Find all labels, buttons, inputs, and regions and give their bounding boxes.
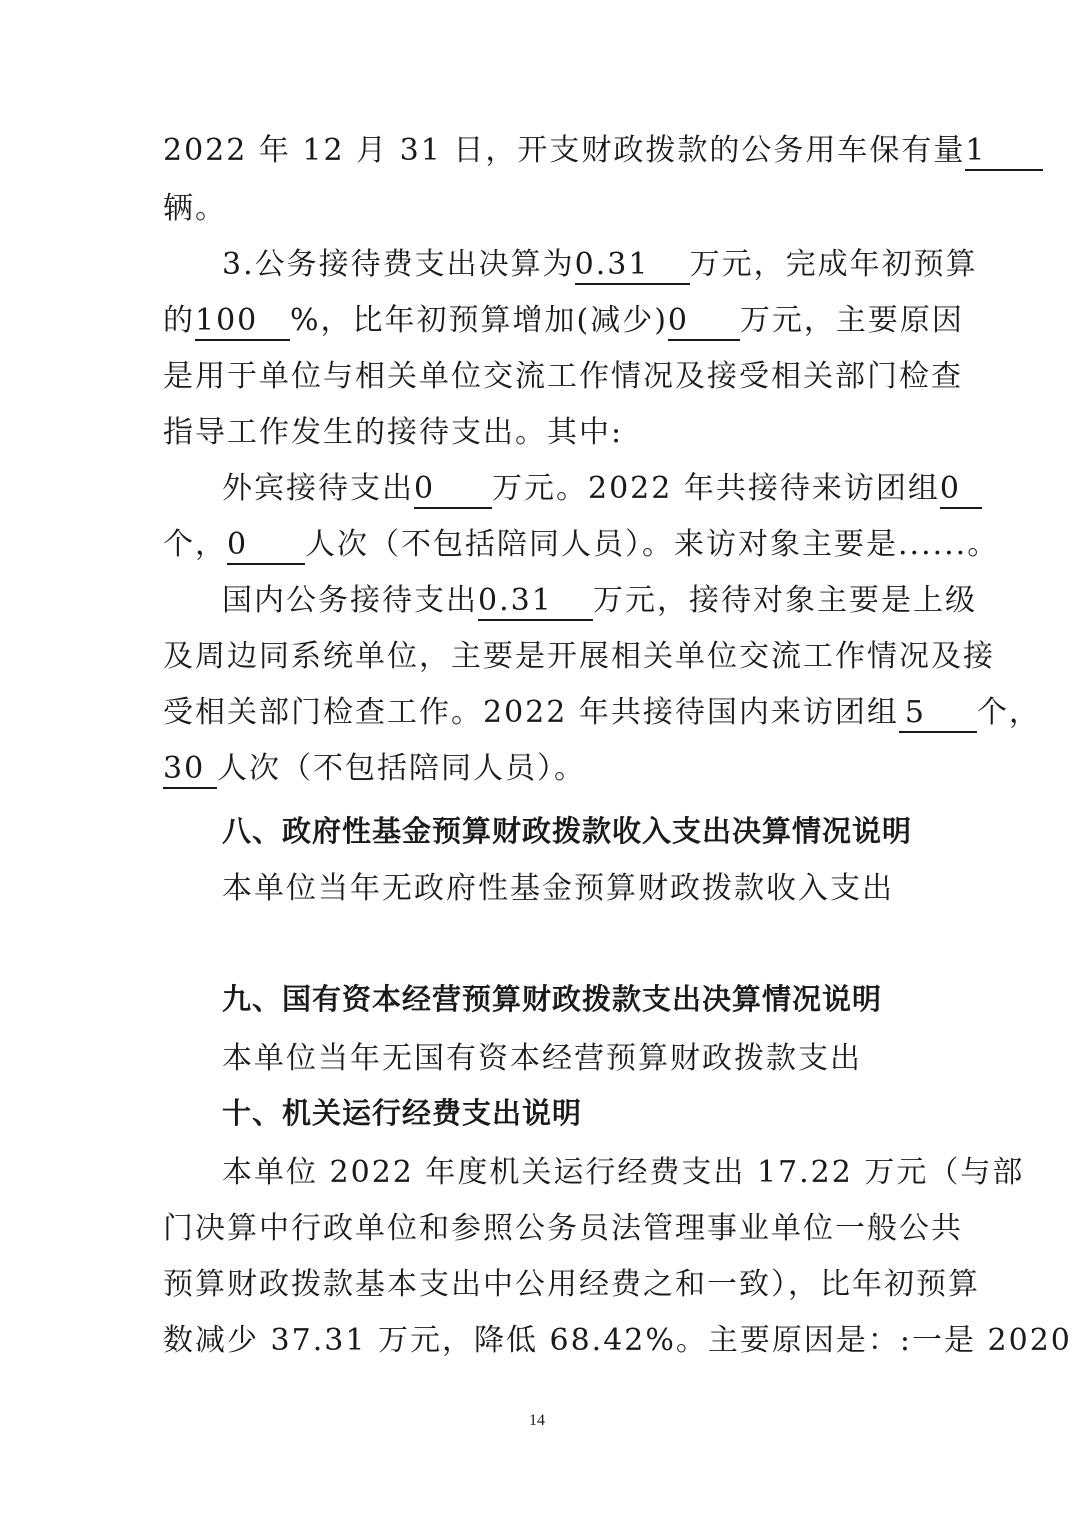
text-segment: 国内公务接待支出	[222, 583, 478, 618]
text-line	[163, 740, 912, 798]
text-line	[163, 122, 987, 180]
filled-blank: 0.31	[575, 247, 690, 285]
filled-blank: 0	[414, 471, 492, 509]
text-line: 指导工作发生的接待支出。其中:	[163, 415, 624, 450]
text-line	[163, 684, 1041, 742]
text-segment: 万元，主要原因	[739, 303, 964, 338]
section-heading-10: 十、机关运行经费支出说明	[222, 1096, 583, 1130]
text-line	[222, 236, 978, 294]
text-line: 本单位当年无国有资本经营预算财政拨款支出	[222, 1041, 862, 1076]
filled-blank: 0.31	[478, 583, 593, 621]
text-line: 辆。	[163, 191, 227, 226]
text-segment: 万元，完成年初预算	[689, 247, 978, 282]
text-line: 数减少 37.31 万元，降低 68.42%。主要原因是：:一是 2020	[163, 1323, 1072, 1358]
filled-blank: 0	[940, 471, 982, 509]
text-line	[222, 572, 977, 630]
filled-blank: 100	[195, 303, 290, 341]
text-segment: 外宾接待支出	[222, 471, 414, 506]
text-line: 及周边同系统单位，主要是开展相关单位交流工作情况及接	[163, 639, 995, 674]
text-segment: 受相关部门检查工作。2022 年共接待国内来访团组	[163, 695, 899, 730]
text-line	[222, 460, 961, 518]
text-line: 本单位当年无政府性基金预算财政拨款收入支出	[222, 871, 894, 906]
text-segment: 个，	[976, 695, 1041, 730]
text-segment: 的	[163, 303, 195, 338]
section-heading-9: 九、国有资本经营预算财政拨款支出决算情况说明	[222, 982, 883, 1016]
text-line	[163, 292, 964, 350]
text-segment: 万元。2022 年共接待来访团组	[492, 471, 940, 506]
filled-blank: 30	[163, 751, 217, 789]
text-segment: 万元，接待对象主要是上级	[593, 583, 977, 618]
text-segment: 个，	[163, 527, 227, 562]
filled-blank: 0	[227, 527, 305, 565]
page-number: 14	[529, 1412, 545, 1429]
text-segment: 人次（不包括陪同人员）。来访对象主要是......。	[305, 527, 1000, 562]
text-line	[163, 516, 1000, 574]
text-line: 是用于单位与相关单位交流工作情况及接受相关部门检查	[163, 359, 963, 394]
text-segment: 3.公务接待费支出决算为	[222, 247, 575, 282]
text-segment: 2022 年 12 月 31 日，开支财政拨款的公务用车保有量	[163, 133, 966, 168]
text-segment: 人次（不包括陪同人员）。	[217, 751, 586, 786]
text-line: 本单位 2022 年度机关运行经费支出 17.22 万元（与部	[222, 1155, 1025, 1190]
text-line: 预算财政拨款基本支出中公用经费之和一致），比年初预算	[163, 1267, 980, 1302]
filled-blank: 5	[899, 695, 977, 733]
filled-blank: 1	[965, 133, 1043, 171]
filled-blank: 0	[668, 303, 740, 341]
text-segment: %，比年初预算增加(减少)	[290, 303, 668, 338]
text-line: 门决算中行政单位和参照公务员法管理事业单位一般公共	[163, 1211, 963, 1246]
section-heading-8: 八、政府性基金预算财政拨款收入支出决算情况说明	[222, 814, 913, 848]
